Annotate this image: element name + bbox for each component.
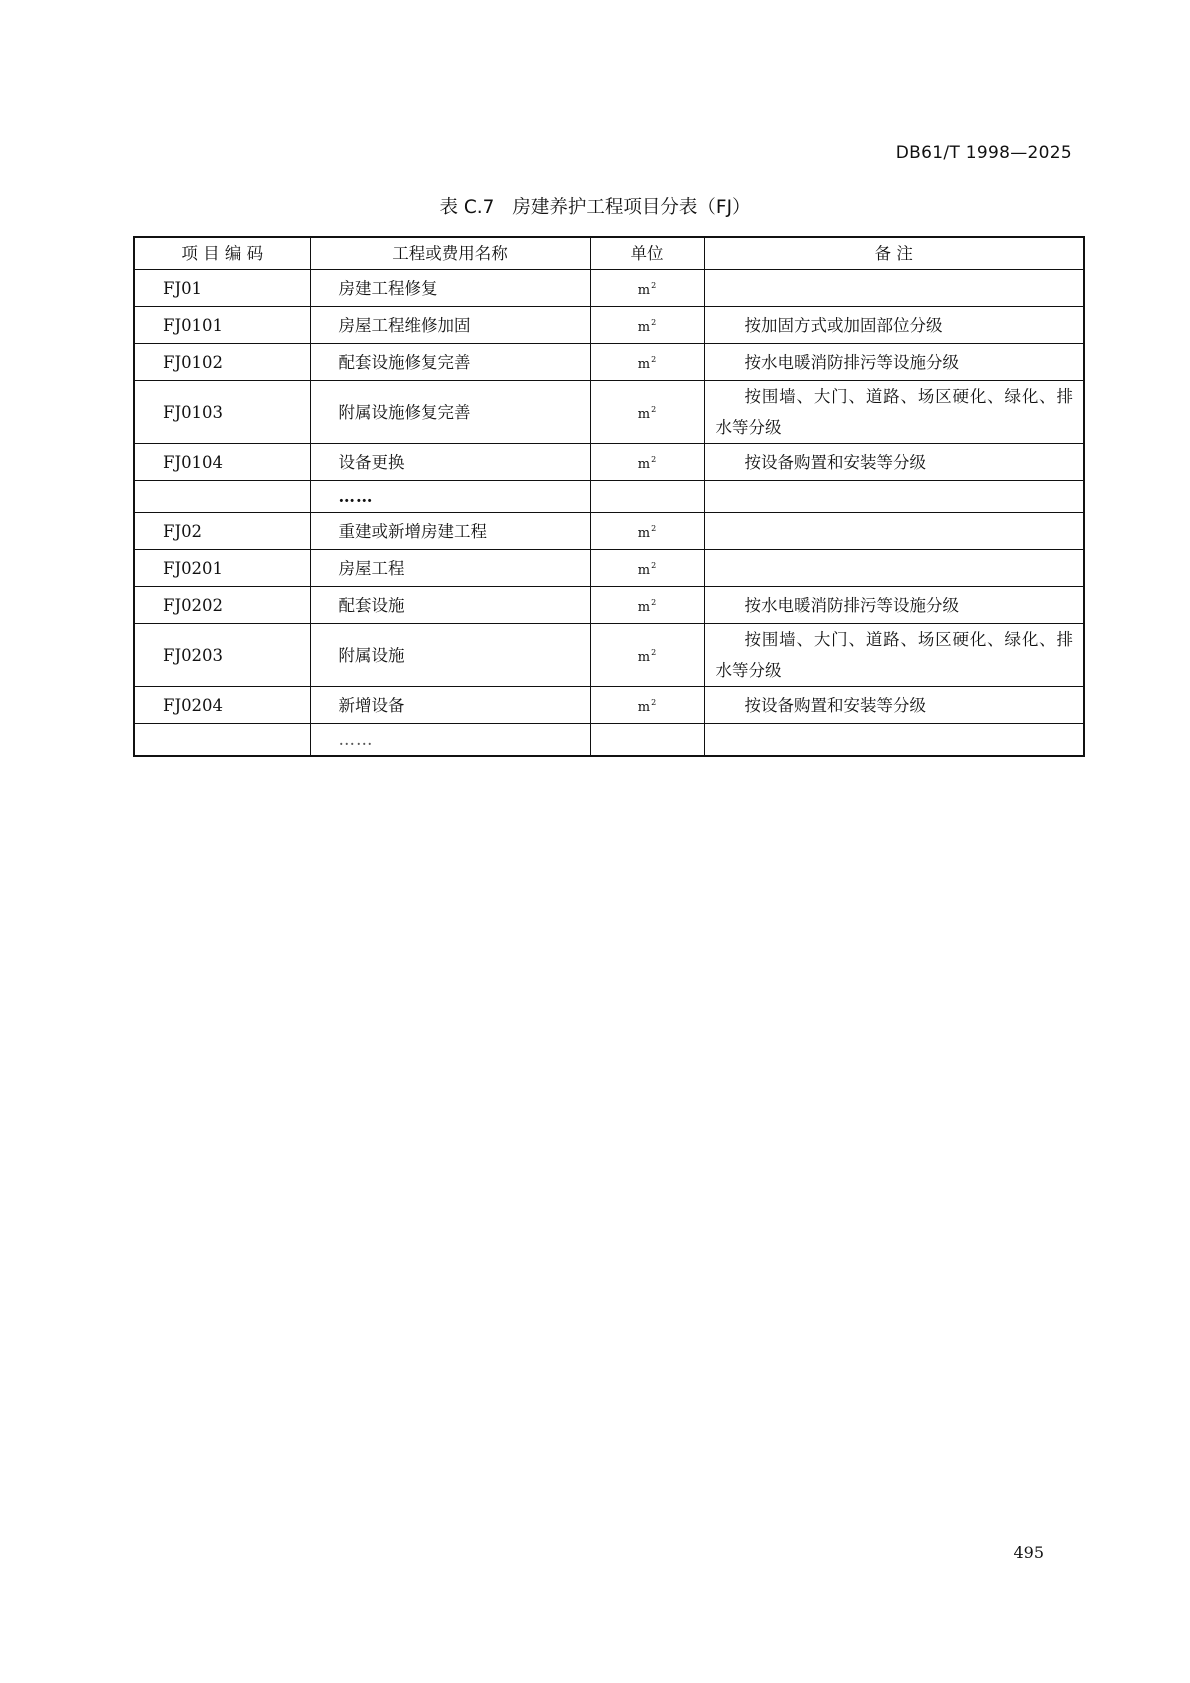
- table-row: [134, 444, 1084, 481]
- table-row: [134, 587, 1084, 624]
- item-name: 附属设施: [310, 624, 590, 687]
- item-unit: [590, 381, 704, 444]
- table-header-row: [134, 237, 1084, 270]
- item-note: [704, 687, 1084, 724]
- item-name: 新增设备: [310, 687, 590, 724]
- unit-base: m: [637, 700, 651, 715]
- item-code: FJ0202: [134, 587, 310, 624]
- item-note: [704, 481, 1084, 513]
- item-unit: [590, 481, 704, 513]
- item-name: 房建工程修复: [310, 270, 590, 307]
- ellipsis: ……: [338, 730, 374, 749]
- item-unit: [590, 550, 704, 587]
- table-row: [134, 481, 1084, 513]
- item-code: [134, 481, 310, 513]
- unit-base: m: [637, 320, 651, 335]
- unit-exponent: 2: [651, 355, 657, 364]
- item-name: 配套设施: [310, 587, 590, 624]
- unit-exponent: 2: [651, 698, 657, 707]
- item-unit: [590, 307, 704, 344]
- item-note: [704, 270, 1084, 307]
- item-unit: [590, 344, 704, 381]
- item-code: FJ0203: [134, 624, 310, 687]
- table-row: [134, 344, 1084, 381]
- table-row: [134, 381, 1084, 444]
- unit-exponent: 2: [651, 281, 657, 290]
- item-unit: [590, 444, 704, 481]
- item-unit: [590, 624, 704, 687]
- item-note: [704, 550, 1084, 587]
- item-name: [310, 481, 590, 513]
- item-code: FJ0204: [134, 687, 310, 724]
- note-text: 按设备购置和安装等分级: [744, 452, 926, 472]
- item-unit: [590, 724, 704, 757]
- unit-exponent: 2: [651, 524, 657, 533]
- item-code: FJ0102: [134, 344, 310, 381]
- column-header-note: 备 注: [704, 237, 1084, 270]
- table-row: [134, 513, 1084, 550]
- item-code: FJ02: [134, 513, 310, 550]
- item-code: FJ0201: [134, 550, 310, 587]
- unit-base: m: [637, 407, 651, 422]
- unit-base: m: [637, 650, 651, 665]
- item-name: 设备更换: [310, 444, 590, 481]
- unit-base: m: [637, 563, 651, 578]
- item-name: 附属设施修复完善: [310, 381, 590, 444]
- unit-base: m: [637, 357, 651, 372]
- ellipsis: ……: [338, 487, 374, 506]
- unit-base: m: [637, 526, 651, 541]
- item-name: 重建或新增房建工程: [310, 513, 590, 550]
- table-title-text: 房建养护工程项目分表（FJ）: [512, 197, 751, 218]
- item-name: 房屋工程维修加固: [310, 307, 590, 344]
- item-note: [704, 307, 1084, 344]
- unit-base: m: [637, 600, 651, 615]
- unit-exponent: 2: [651, 455, 657, 464]
- table-row: [134, 307, 1084, 344]
- page-number: 495: [1013, 1543, 1044, 1562]
- item-code: FJ0103: [134, 381, 310, 444]
- item-unit: [590, 587, 704, 624]
- unit-base: m: [637, 457, 651, 472]
- unit-base: m: [637, 283, 651, 298]
- item-note: [704, 444, 1084, 481]
- column-header-name: 工程或费用名称: [310, 237, 590, 270]
- item-note: [704, 724, 1084, 757]
- item-note: [704, 587, 1084, 624]
- unit-exponent: 2: [651, 598, 657, 607]
- table-row: [134, 550, 1084, 587]
- table-row: [134, 724, 1084, 757]
- table-title-number: 表 C.7: [439, 197, 495, 218]
- item-name: 配套设施修复完善: [310, 344, 590, 381]
- column-header-code: 项 目 编 码: [134, 237, 310, 270]
- item-code: [134, 724, 310, 757]
- note-text: 按水电暖消防排污等设施分级: [744, 595, 959, 615]
- unit-exponent: 2: [651, 405, 657, 414]
- item-code: FJ0101: [134, 307, 310, 344]
- note-text: 按围墙、大门、道路、场区硬化、绿化、排水等分级: [715, 630, 1073, 680]
- unit-exponent: 2: [651, 561, 657, 570]
- table-row: [134, 687, 1084, 724]
- item-name: [310, 724, 590, 757]
- item-code: FJ01: [134, 270, 310, 307]
- item-note: [704, 513, 1084, 550]
- table-title: [0, 193, 1190, 219]
- unit-exponent: 2: [651, 318, 657, 327]
- document-code: DB61/T 1998—2025: [895, 143, 1072, 163]
- note-text: 按水电暖消防排污等设施分级: [744, 352, 959, 372]
- column-header-unit: 单位: [590, 237, 704, 270]
- note-text: 按加固方式或加固部位分级: [744, 315, 943, 335]
- unit-exponent: 2: [651, 648, 657, 657]
- table-row: [134, 270, 1084, 307]
- item-unit: [590, 270, 704, 307]
- item-unit: [590, 513, 704, 550]
- item-unit: [590, 687, 704, 724]
- item-note: [704, 624, 1084, 687]
- note-text: 按设备购置和安装等分级: [744, 695, 926, 715]
- item-name: 房屋工程: [310, 550, 590, 587]
- item-note: [704, 344, 1084, 381]
- item-code: FJ0104: [134, 444, 310, 481]
- project-table: [133, 236, 1085, 757]
- table-row: [134, 624, 1084, 687]
- item-note: [704, 381, 1084, 444]
- note-text: 按围墙、大门、道路、场区硬化、绿化、排水等分级: [715, 387, 1073, 437]
